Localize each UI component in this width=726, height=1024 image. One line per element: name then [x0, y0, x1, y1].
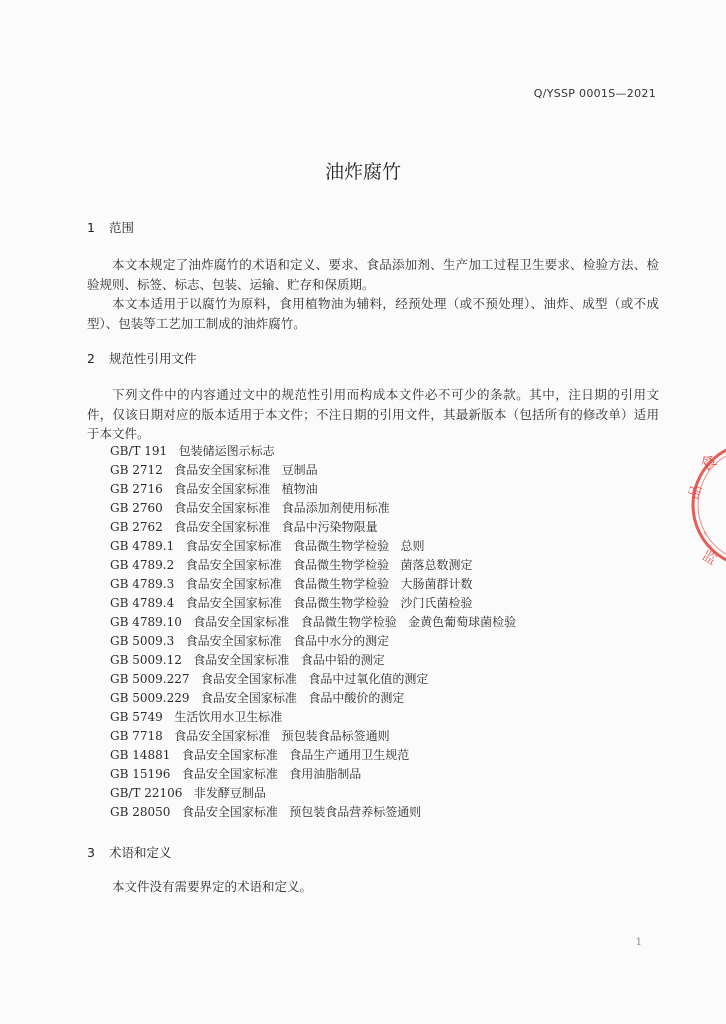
section-title: 规范性引用文件	[108, 351, 197, 366]
svg-text:监: 监	[699, 547, 720, 569]
section-number: 2	[87, 351, 95, 366]
reference-item: GB 5749 生活饮用水卫生标准	[110, 710, 283, 724]
reference-item: GB 2712 食品安全国家标准 豆制品	[110, 463, 318, 477]
svg-text:品: 品	[685, 482, 706, 502]
page-number: 1	[635, 937, 642, 948]
official-seal-stamp	[683, 430, 726, 580]
reference-item: GB/T 22106 非发酵豆制品	[110, 786, 266, 800]
reference-item: GB 15196 食品安全国家标准 食用油脂制品	[110, 767, 362, 781]
reference-item: GB 14881 食品安全国家标准 食品生产通用卫生规范	[110, 748, 410, 762]
seal-graphic	[683, 430, 726, 580]
reference-item: GB/T 191 包装储运图示标志	[110, 444, 275, 458]
section-number: 3	[87, 845, 95, 860]
section-number: 1	[87, 220, 95, 235]
document-code: Q/YSSP 0001S—2021	[533, 87, 656, 100]
reference-item: GB 2760 食品安全国家标准 食品添加剂使用标准	[110, 501, 390, 515]
reference-item: GB 5009.227 食品安全国家标准 食品中过氧化值的测定	[110, 672, 429, 686]
section-heading-normative-references	[87, 349, 197, 367]
reference-list	[110, 442, 516, 822]
reference-item: GB 4789.1 食品安全国家标准 食品微生物学检验 总则	[110, 539, 425, 553]
section-title: 术语和定义	[108, 845, 172, 860]
reference-item: GB 7718 食品安全国家标准 预包装食品标签通则	[110, 729, 390, 743]
scope-paragraph-1: 本文本规定了油炸腐竹的术语和定义、要求、食品添加剂、生产加工过程卫生要求、检验方法、检验规则、标签、标志、包装、运输、贮存和保质期。	[87, 257, 659, 292]
section-title: 范围	[108, 220, 134, 235]
reference-item: GB 4789.2 食品安全国家标准 食品微生物学检验 菌落总数测定	[110, 558, 473, 572]
reference-item: GB 4789.3 食品安全国家标准 食品微生物学检验 大肠菌群计数	[110, 577, 473, 591]
reference-item: GB 5009.12 食品安全国家标准 食品中铅的测定	[110, 653, 385, 667]
reference-item: GB 28050 食品安全国家标准 预包装食品营养标签通则	[110, 805, 422, 819]
reference-item: GB 5009.229 食品安全国家标准 食品中酸价的测定	[110, 691, 405, 705]
reference-item: GB 2762 食品安全国家标准 食品中污染物限量	[110, 520, 378, 534]
references-intro-paragraph: 下列文件中的内容通过文中的规范性引用而构成本文件必不可少的条款。其中，注日期的引用文件，仅该日期对应的版本适用于本文件；不注日期的引用文件，其最新版本（包括所有的修改单）适用于本文件。	[87, 387, 659, 441]
terms-paragraph: 本文件没有需要界定的术语和定义。	[112, 879, 313, 894]
svg-text:、: 、	[703, 526, 713, 537]
section-heading-scope	[87, 218, 134, 236]
reference-item: GB 4789.4 食品安全国家标准 食品微生物学检验 沙门氏菌检验	[110, 596, 473, 610]
scope-paragraph-2: 本文本适用于以腐竹为原料，食用植物油为辅料，经预处理（或不预处理）、油炸、成型（或不成型）、包装等工艺加工制成的油炸腐竹。	[87, 296, 659, 331]
reference-item: GB 2716 食品安全国家标准 植物油	[110, 482, 318, 496]
reference-item: GB 4789.10 食品安全国家标准 食品微生物学检验 金黄色葡萄球菌检验	[110, 615, 517, 629]
svg-text:食: 食	[696, 450, 721, 476]
document-title: 油炸腐竹	[324, 161, 401, 183]
section-heading-terms-definitions	[87, 843, 172, 861]
reference-item: GB 5009.3 食品安全国家标准 食品中水分的测定	[110, 634, 390, 648]
